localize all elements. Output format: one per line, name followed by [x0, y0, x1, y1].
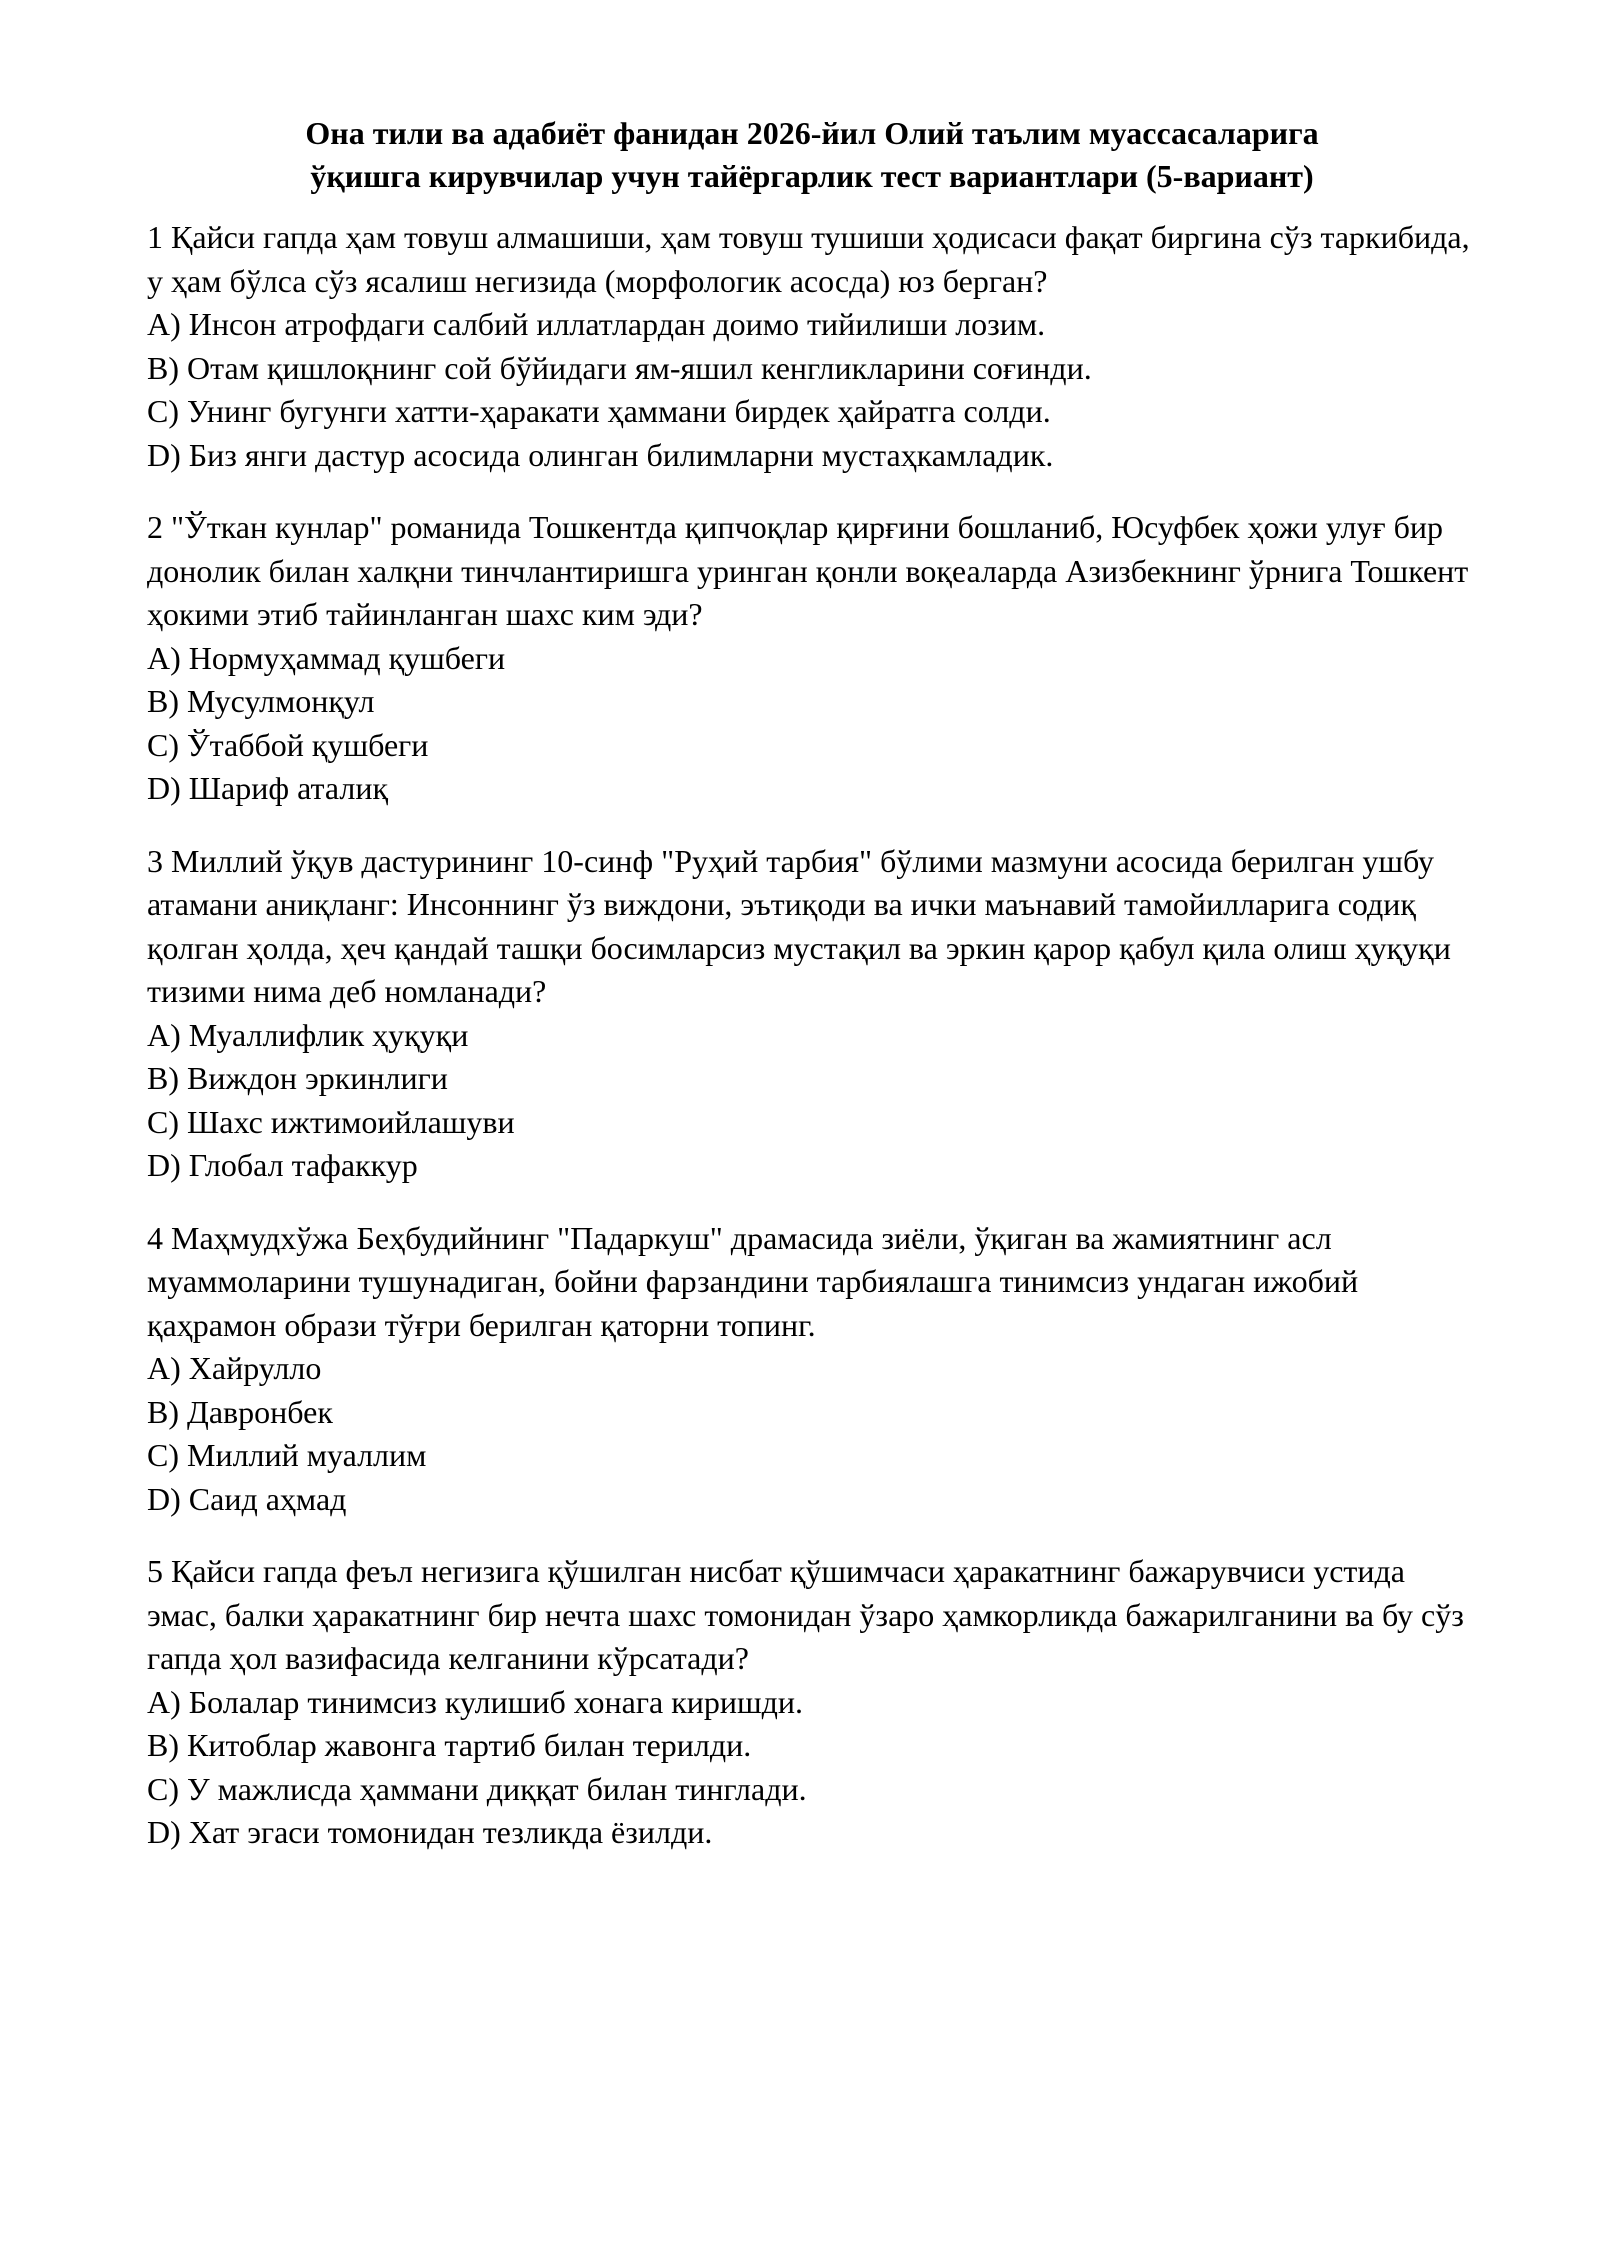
question-text: 1 Қайси гапда ҳам товуш алмашиши, ҳам товуш тушиши ҳодисаси фақат биргина сўз таркибида, у ҳам бўлса сўз ясалиш негизида (морфологик асосда) юз берган? — [147, 219, 1470, 299]
option-a: A) Хайрулло — [147, 1350, 322, 1386]
option-d: D) Глобал тафаккур — [147, 1147, 418, 1183]
option-c: C) Шахс ижтимоийлашуви — [147, 1103, 515, 1140]
title-line-1: Она тили ва адабиёт фанидан 2026-йил Олий таълим муассасаларига — [305, 115, 1319, 151]
document-title — [147, 112, 1477, 198]
answer-options — [147, 637, 1477, 811]
answer-options — [147, 303, 1477, 477]
option-b: B) Китоблар жавонга тартиб билан терилди. — [147, 1727, 752, 1763]
option-b: B) Давронбек — [147, 1393, 333, 1430]
question-text: 5 Қайси гапда феъл негизига қўшилган нисбат қўшимчаси ҳаракатнинг бажарувчиси устида эмас, балки ҳаракатнинг бир нечта шахс томонидан ўзаро ҳамкорликда бажарилганини ва бу сўз гапда ҳол вазифасида келганини кўрсатади? — [147, 1553, 1464, 1676]
option-d: D) Саид аҳмад — [147, 1480, 347, 1517]
option-b: B) Виждон эркинлиги — [147, 1060, 448, 1096]
title-line-2: ўқишга кирувчилар учун тайёргарлик тест вариантлари (5-вариант) — [310, 158, 1314, 194]
answer-options — [147, 1681, 1477, 1855]
question-text: 3 Миллий ўқув дастурининг 10-синф "Руҳий тарбия" бўлими мазмуни асосида берилган ушбу атамани аниқланг: Инсоннинг ўз виждони, эътиқоди ва ички маънавий тамойилларига содиқ қолган ҳолда, ҳеч қандай ташқи босимларсиз мустақил ва эркин қарор қабул қила олиш ҳуқуқи тизими нима деб номланади? — [147, 842, 1451, 1009]
option-c: C) Унинг бугунги хатти-ҳаракати ҳаммани бирдек ҳайратга солди. — [147, 393, 1051, 429]
option-d: D) Хат эгаси томонидан тезликда ёзилди. — [147, 1814, 713, 1850]
option-d: D) Биз янги дастур асосида олинган билимларни мустаҳкамладик. — [147, 436, 1054, 473]
option-c: C) Ўтаббой қушбеги — [147, 726, 429, 763]
option-c: C) У мажлисда ҳаммани диққат билан тинглади. — [147, 1770, 807, 1807]
question-4 — [147, 1217, 1477, 1522]
question-2 — [147, 506, 1477, 811]
option-a: A) Нормуҳаммад қушбеги — [147, 639, 506, 676]
question-5 — [147, 1550, 1477, 1855]
option-d: D) Шариф аталиқ — [147, 770, 388, 806]
option-b: B) Мусулмонқул — [147, 683, 375, 719]
question-text: 4 Маҳмудхўжа Беҳбудийнинг "Падаркуш" драмасида зиёли, ўқиган ва жамиятнинг асл муаммоларини тушунадиган, бойни фарзандини тарбиялашга тинимсиз ундаган ижобий қаҳрамон образи тўғри берилган қаторни топинг. — [147, 1219, 1359, 1343]
option-a: A) Муаллифлик ҳуқуқи — [147, 1016, 469, 1053]
question-3 — [147, 840, 1477, 1188]
answer-options — [147, 1014, 1477, 1188]
option-c: C) Миллий муаллим — [147, 1437, 427, 1473]
option-a: A) Инсон атрофдаги салбий иллатлардан доимо тийилиши лозим. — [147, 306, 1046, 342]
answer-options — [147, 1347, 1477, 1521]
question-1 — [147, 216, 1477, 477]
document-page — [147, 112, 1477, 1884]
option-a: A) Болалар тинимсиз кулишиб хонага киришди. — [147, 1683, 804, 1720]
question-text: 2 "Ўткан кунлар" романида Тошкентда қипчоқлар қирғини бошланиб, Юсуфбек ҳожи улуғ бир донолик билан халқни тинчлантиришга уринган қонли воқеаларда Азизбекнинг ўрнига Тошкент ҳокими этиб тайинланган шахс ким эди? — [147, 509, 1469, 632]
option-b: B) Отам қишлоқнинг сой бўйидаги ям-яшил кенгликларини соғинди. — [147, 349, 1092, 386]
